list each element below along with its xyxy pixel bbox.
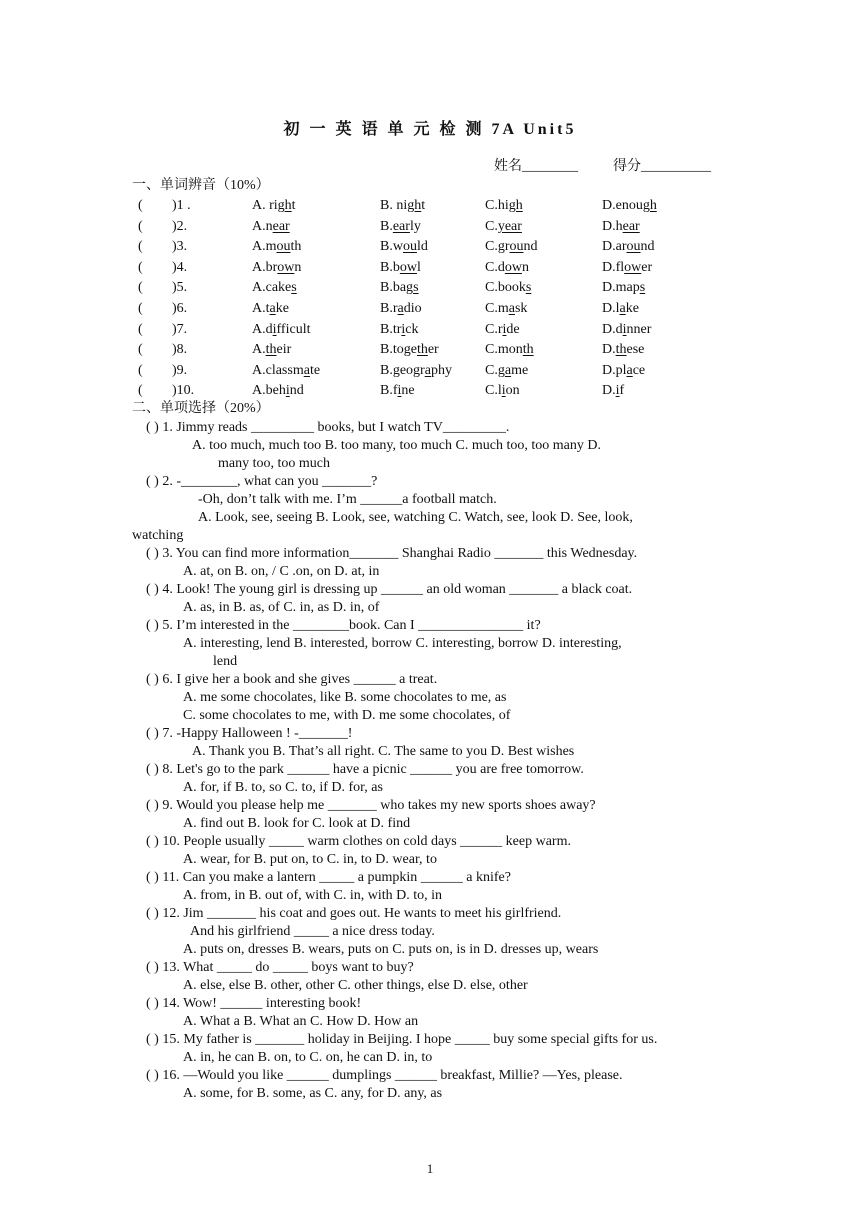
option-text: phy xyxy=(430,362,452,378)
option-text: C.book xyxy=(485,280,526,296)
option-a xyxy=(252,237,301,257)
option-text: ke xyxy=(275,301,289,316)
option-text: D.enou xyxy=(602,198,643,213)
option-text: on xyxy=(505,383,520,399)
option-text: A.cake xyxy=(252,280,292,296)
name-label: 姓名________ xyxy=(494,159,578,174)
option-text: ck xyxy=(405,321,419,337)
option-text: B.b xyxy=(380,259,400,275)
underlined-letters: gh xyxy=(277,198,292,213)
option-a xyxy=(252,217,290,237)
option-c xyxy=(485,340,534,360)
option-text: nner xyxy=(626,321,652,337)
option-text: D.ar xyxy=(602,239,627,255)
question-stem: ( ) 1. Jimmy reads _________ books, but I watch TV_________. xyxy=(146,420,510,435)
option-d xyxy=(602,278,645,298)
option-a xyxy=(252,196,296,216)
name-score-line xyxy=(494,158,711,176)
option-text: f xyxy=(619,383,625,399)
question-options: A. as, in B. as, of C. in, as D. in, of xyxy=(183,600,380,615)
underlined-letters: i xyxy=(397,383,402,399)
option-text: A. ri xyxy=(252,198,278,213)
option-a xyxy=(252,320,310,340)
answer-blank-open: ( xyxy=(138,259,143,275)
question-options: A. Look, see, seeing B. Look, see, watching C. Watch, see, look D. See, look, xyxy=(198,510,633,525)
option-a xyxy=(252,381,304,401)
question-stem: ( ) 11. Can you make a lantern _____ a pumpkin ______ a knife? xyxy=(146,870,511,885)
option-text: n xyxy=(294,259,302,275)
section1-heading: 一、单词辨音（10%） xyxy=(132,178,270,193)
option-text: B. xyxy=(380,218,393,234)
answer-blank-open: ( xyxy=(138,321,143,337)
question-options: A. for, if B. to, so C. to, if D. for, as xyxy=(183,780,383,795)
option-text: sk xyxy=(514,301,528,316)
option-c xyxy=(485,361,528,381)
question-stem: ( ) 2. -________, what can you _______? xyxy=(146,474,378,489)
underlined-letters: s xyxy=(639,280,646,296)
option-text: eir xyxy=(276,342,292,358)
option-text: B.tr xyxy=(380,321,402,337)
question-options: A. wear, for B. put on, to C. in, to D. wear, to xyxy=(183,852,437,867)
option-text: C. xyxy=(485,218,498,234)
option-d xyxy=(602,381,624,401)
option-text: C.r xyxy=(485,321,503,337)
question-options: A. puts on, dresses B. wears, puts on C. puts on, is in D. dresses up, wears xyxy=(183,942,599,957)
option-b xyxy=(380,237,428,257)
option-text: B.toge xyxy=(380,342,417,358)
underlined-letters: a xyxy=(619,301,626,316)
underlined-letters: year xyxy=(497,218,522,234)
underlined-letters: a xyxy=(508,301,515,316)
option-a xyxy=(252,278,297,298)
answer-blank-open: ( xyxy=(138,301,143,316)
underlined-letters: ou xyxy=(276,239,291,255)
question-stem: ( ) 9. Would you please help me _______ who takes my new sports shoes away? xyxy=(146,798,596,813)
question-stem: ( ) 16. —Would you like ______ dumplings ______ breakfast, Millie? —Yes, please. xyxy=(146,1068,623,1083)
option-text: ce xyxy=(632,362,646,378)
option-text: ese xyxy=(626,342,645,358)
option-text: D.map xyxy=(602,280,640,296)
option-text: er xyxy=(641,259,653,275)
option-c xyxy=(485,258,529,278)
question-stem: ( ) 13. What _____ do _____ boys want to buy? xyxy=(146,960,414,975)
question-options: A. else, else B. other, other C. other things, else D. else, other xyxy=(183,978,528,993)
section2-heading: 二、单项选择（20%） xyxy=(132,401,270,416)
option-c xyxy=(485,278,531,298)
option-text: A.n xyxy=(252,218,273,234)
question-options: watching xyxy=(132,528,184,543)
option-text: D.d xyxy=(602,321,623,337)
question-options: A. What a B. What an C. How D. How an xyxy=(183,1014,419,1029)
option-text: ly xyxy=(409,218,421,234)
question-stem: ( ) 12. Jim _______ his coat and goes out. He wants to meet his girlfriend. xyxy=(146,906,562,921)
option-text: B.f xyxy=(380,383,398,399)
option-d xyxy=(602,361,645,381)
question-stem: ( ) 15. My father is _______ holiday in Beijing. I hope _____ buy some special gifts for us. xyxy=(146,1032,658,1047)
option-text: ke xyxy=(625,301,639,316)
underlined-letters: gh xyxy=(407,198,422,213)
underlined-letters: gh xyxy=(642,198,657,213)
question-stem: ( ) 7. -Happy Halloween ! -_______! xyxy=(146,726,353,741)
option-b xyxy=(380,320,419,340)
underlined-letters: ow xyxy=(399,259,417,275)
option-text: te xyxy=(309,362,321,378)
answer-blank-open: ( xyxy=(138,198,143,213)
underlined-letters: i xyxy=(615,383,620,399)
option-text: D.fl xyxy=(602,259,625,275)
option-a xyxy=(252,299,289,319)
question-options: -Oh, don’t talk with me. I’m ______a football match. xyxy=(198,492,497,507)
answer-blank-open: ( xyxy=(138,342,143,358)
underlined-letters: a xyxy=(397,301,404,316)
option-b xyxy=(380,278,419,298)
question-stem: ( ) 6. I give her a book and she gives ______ a treat. xyxy=(146,672,438,687)
underlined-letters: ow xyxy=(504,259,522,275)
option-text: D. xyxy=(602,383,616,399)
question-stem: ( ) 5. I’m interested in the ________book. Can I _______________ it? xyxy=(146,618,541,633)
option-text: A. xyxy=(252,342,266,358)
underlined-letters: s xyxy=(291,280,297,296)
question-number: )1 . xyxy=(172,198,191,213)
question-options: A. at, on B. on, / C .on, on D. at, in xyxy=(183,564,380,579)
underlined-letters: s xyxy=(413,280,419,296)
underlined-letters: a xyxy=(269,301,276,316)
underlined-letters: i xyxy=(502,321,507,337)
option-a xyxy=(252,340,291,360)
option-text: B.geogr xyxy=(380,362,425,378)
option-text: nd xyxy=(523,239,538,255)
underlined-letters: ear xyxy=(622,218,640,234)
underlined-letters: a xyxy=(303,362,310,378)
option-b xyxy=(380,258,421,278)
option-text: B.w xyxy=(380,239,403,255)
underlined-letters: ou xyxy=(402,239,417,255)
question-options: And his girlfriend _____ a nice dress today. xyxy=(190,924,435,939)
option-b xyxy=(380,381,415,401)
option-d xyxy=(602,237,655,257)
question-number: )5. xyxy=(172,280,188,296)
option-b xyxy=(380,217,421,237)
option-c xyxy=(485,217,522,237)
option-text: nd xyxy=(289,383,304,399)
option-text: dio xyxy=(403,301,422,316)
question-options: many too, too much xyxy=(218,456,330,471)
option-d xyxy=(602,217,640,237)
underlined-letters: ow xyxy=(277,259,295,275)
question-options: A. too much, much too B. too many, too much C. much too, too many D. xyxy=(192,438,601,453)
question-stem: ( ) 4. Look! The young girl is dressing up ______ an old woman _______ a black coat. xyxy=(146,582,633,597)
underlined-letters: th xyxy=(416,342,428,358)
underlined-letters: a xyxy=(424,362,431,378)
option-c xyxy=(485,299,527,319)
question-number: )4. xyxy=(172,259,188,275)
underlined-letters: i xyxy=(272,321,277,337)
question-number: )6. xyxy=(172,301,188,316)
option-text: t xyxy=(291,198,296,213)
page-title: 初 一 英 语 单 元 检 测 7A Unit5 xyxy=(283,121,577,138)
question-options: A. some, for B. some, as C. any, for D. any, as xyxy=(183,1086,443,1101)
option-text: B.bag xyxy=(380,280,414,296)
question-options: A. from, in B. out of, with C. in, with D. to, in xyxy=(183,888,442,903)
option-text: D.pl xyxy=(602,362,627,378)
underlined-letters: ou xyxy=(509,239,524,255)
option-text: A.classm xyxy=(252,362,304,378)
option-a xyxy=(252,361,320,381)
question-number: )7. xyxy=(172,321,188,337)
question-number: )10. xyxy=(172,383,195,399)
option-text: n xyxy=(521,259,529,275)
underlined-letters: th xyxy=(265,342,277,358)
underlined-letters: i xyxy=(501,383,506,399)
question-number: )3. xyxy=(172,239,188,255)
underlined-letters: s xyxy=(525,280,532,296)
option-c xyxy=(485,320,520,340)
option-text: A.m xyxy=(252,239,277,255)
option-text: C.hi xyxy=(485,198,509,213)
option-text: D.h xyxy=(602,218,623,234)
option-d xyxy=(602,196,657,216)
question-options: A. Thank you B. That’s all right. C. The same to you D. Best wishes xyxy=(192,744,575,759)
underlined-letters: ear xyxy=(272,218,290,234)
score-label: 得分__________ xyxy=(613,159,711,174)
option-text: C.d xyxy=(485,259,505,275)
option-text: D.l xyxy=(602,301,620,316)
option-text: fficult xyxy=(276,321,311,337)
option-text: de xyxy=(506,321,520,337)
option-text: C.gr xyxy=(485,239,510,255)
question-number: )9. xyxy=(172,362,188,378)
option-b xyxy=(380,299,422,319)
option-text: th xyxy=(290,239,302,255)
underlined-letters: i xyxy=(622,321,627,337)
answer-blank-open: ( xyxy=(138,280,143,296)
underlined-letters: th xyxy=(522,342,534,358)
option-d xyxy=(602,258,652,278)
question-number: )2. xyxy=(172,218,188,234)
option-text: C.mon xyxy=(485,342,523,358)
answer-blank-open: ( xyxy=(138,218,143,234)
option-text: A.br xyxy=(252,259,278,275)
question-options: A. find out B. look for C. look at D. find xyxy=(183,816,411,831)
underlined-letters: a xyxy=(626,362,633,378)
page-number: 1 xyxy=(426,1161,434,1176)
option-text: A.t xyxy=(252,301,270,316)
option-text: l xyxy=(416,259,421,275)
option-text: B. ni xyxy=(380,198,408,213)
question-number: )8. xyxy=(172,342,188,358)
underlined-letters: a xyxy=(504,362,512,378)
underlined-letters: ear xyxy=(392,218,410,234)
option-text: nd xyxy=(640,239,655,255)
underlined-letters: ou xyxy=(626,239,641,255)
option-text: C.l xyxy=(485,383,502,399)
option-b xyxy=(380,340,439,360)
question-options: lend xyxy=(213,654,238,669)
option-text: me xyxy=(511,362,529,378)
answer-blank-open: ( xyxy=(138,239,143,255)
option-d xyxy=(602,299,639,319)
underlined-letters: i xyxy=(401,321,406,337)
underlined-letters: th xyxy=(615,342,627,358)
option-text: A.d xyxy=(252,321,273,337)
option-b xyxy=(380,196,425,216)
option-b xyxy=(380,361,452,381)
question-stem: ( ) 8. Let's go to the park ______ have a picnic ______ you are free tomorrow. xyxy=(146,762,584,777)
underlined-letters: gh xyxy=(508,198,523,213)
option-text: t xyxy=(421,198,426,213)
option-text: B.r xyxy=(380,301,398,316)
underlined-letters: ow xyxy=(624,259,642,275)
option-text: D. xyxy=(602,342,616,358)
option-c xyxy=(485,196,523,216)
option-text: C.m xyxy=(485,301,509,316)
option-text: er xyxy=(427,342,439,358)
option-d xyxy=(602,320,651,340)
underlined-letters: i xyxy=(285,383,290,399)
option-c xyxy=(485,381,520,401)
question-stem: ( ) 14. Wow! ______ interesting book! xyxy=(146,996,362,1011)
question-options: A. me some chocolates, like B. some chocolates to me, as xyxy=(183,690,507,705)
option-text: C.g xyxy=(485,362,505,378)
answer-blank-open: ( xyxy=(138,383,143,399)
option-d xyxy=(602,340,644,360)
option-c xyxy=(485,237,538,257)
question-stem: ( ) 3. You can find more information_______ Shanghai Radio _______ this Wednesday. xyxy=(146,546,638,561)
question-stem: ( ) 10. People usually _____ warm clothes on cold days ______ keep warm. xyxy=(146,834,571,849)
option-text: ld xyxy=(416,239,428,255)
option-a xyxy=(252,258,301,278)
option-text: A.beh xyxy=(252,383,286,399)
option-text: ne xyxy=(401,383,415,399)
question-options: C. some chocolates to me, with D. me some chocolates, of xyxy=(183,708,511,723)
question-options: A. interesting, lend B. interested, borrow C. interesting, borrow D. interesting, xyxy=(183,636,622,651)
answer-blank-open: ( xyxy=(138,362,143,378)
question-options: A. in, he can B. on, to C. on, he can D. in, to xyxy=(183,1050,433,1065)
